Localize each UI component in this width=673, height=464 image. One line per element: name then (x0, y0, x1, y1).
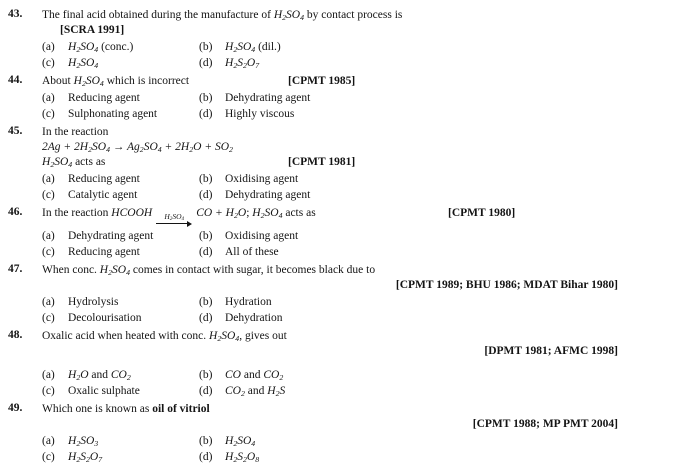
option-label: (d) (199, 246, 213, 259)
option-label: (a) (42, 230, 55, 243)
question-line (42, 402, 620, 417)
question-text: Oxalic acid when heated with conc. (42, 330, 210, 343)
option-label: (a) (42, 173, 55, 185)
question-number: 45. (8, 125, 23, 137)
options-grid (42, 172, 620, 203)
question-text: Sulphonating agent (68, 108, 158, 120)
question-text: Hydrolysis (68, 296, 119, 309)
question-text: acts as (72, 156, 106, 168)
chem-formula: $H_2SO_4$ (225, 41, 256, 55)
options-grid (42, 434, 620, 464)
question-body (42, 206, 620, 260)
chem-formula: $H_2SO_4$ (68, 57, 99, 71)
question-text: Dehydrating agent (225, 189, 311, 201)
question-text: Dehydrating agent (225, 92, 311, 104)
options-grid (42, 40, 620, 71)
question-line (42, 206, 620, 227)
option-b (199, 91, 310, 106)
options-grid (42, 295, 620, 326)
question-line (42, 8, 620, 23)
option-d (199, 107, 310, 122)
question-body (42, 74, 620, 122)
option-label: (c) (42, 57, 55, 69)
option-label: (c) (42, 246, 55, 259)
chem-formula: $H_2SO_4$ (209, 330, 240, 344)
question-text: Dehydrating agent (68, 230, 154, 243)
option-d (199, 311, 282, 326)
option-label: (c) (42, 385, 55, 398)
option-a (42, 434, 199, 449)
option-label: (a) (42, 369, 55, 382)
chem-formula: HCOOH (111, 207, 153, 219)
option-a (42, 40, 199, 55)
option-label: (a) (42, 92, 55, 104)
option-b (199, 40, 281, 55)
question-text: Oxidising agent (225, 230, 299, 243)
chem-formula: $H_2SO_4$ (273, 9, 305, 23)
question-text: and (244, 385, 268, 398)
question-45 (8, 125, 663, 203)
arrow-label-formula: $H_2SO_4$ (164, 212, 185, 223)
right-arrow-icon (156, 221, 192, 227)
chem-formula: $H_2SO_4$ (73, 75, 104, 89)
question-line (42, 278, 620, 293)
option-a (42, 295, 199, 310)
chem-formula: $H_2SO_4$ (68, 41, 99, 55)
question-line (42, 344, 620, 359)
exam-reference: [SCRA 1991] (60, 24, 125, 36)
option-label: (a) (42, 41, 55, 53)
option-label: (a) (42, 296, 55, 309)
option-label: (c) (42, 451, 55, 464)
chem-formula: $H_2SO_4$ (225, 435, 256, 449)
question-text: ; (246, 207, 253, 219)
question-body (42, 125, 620, 203)
exam-reference: [CPMT 1980] (448, 207, 516, 219)
option-b (199, 434, 259, 449)
question-49 (8, 402, 663, 464)
exam-reference: [CPMT 1981] (288, 156, 356, 168)
option-c (42, 450, 199, 464)
question-text: Reducing agent (68, 173, 140, 185)
option-c (42, 107, 199, 122)
option-label: (d) (199, 451, 213, 464)
option-label: (a) (42, 435, 55, 448)
option-c (42, 245, 199, 260)
question-48 (8, 329, 663, 399)
option-d (199, 188, 310, 203)
chem-formula: $H_2S_2O_7$ (225, 57, 260, 71)
question-number: 48. (8, 329, 23, 342)
question-47 (8, 263, 663, 326)
options-grid (42, 229, 620, 260)
chem-formula: $CO_2$ (225, 385, 245, 399)
option-label: (d) (199, 312, 213, 325)
chem-formula: $H_2SO_4$ (252, 207, 283, 221)
option-c (42, 311, 199, 326)
question-text: The final acid obtained during the manufacture of (42, 9, 274, 21)
question-43 (8, 8, 663, 71)
question-text: Highly viscous (225, 108, 295, 120)
option-c (42, 56, 199, 71)
exam-reference: [CPMT 1985] (288, 75, 356, 87)
question-number: 44. (8, 74, 23, 86)
question-line (42, 140, 620, 155)
option-a (42, 172, 199, 187)
option-label: (b) (199, 369, 213, 382)
chem-formula: CO (225, 369, 241, 382)
exam-reference: [CPMT 1988; MP PMT 2004] (472, 418, 618, 431)
question-text: When conc. (42, 264, 100, 277)
question-text: Hydration (225, 296, 272, 309)
option-a (42, 229, 199, 244)
question-line (42, 125, 620, 140)
chem-formula: $CO_2$ (263, 369, 284, 383)
option-label: (c) (42, 108, 55, 120)
question-number: 47. (8, 263, 23, 276)
option-b (199, 172, 310, 187)
question-body (42, 402, 620, 464)
option-b (199, 295, 282, 310)
chem-formula: $H_2S_2O_7$ (68, 451, 103, 464)
chem-formula: $2Ag + 2H_2SO_4 \to Ag_2SO_4 + 2H_2O + SO_2$ (42, 141, 233, 155)
option-d (199, 56, 281, 71)
option-label: (b) (199, 92, 213, 104)
options-grid (42, 368, 620, 399)
option-label: (c) (42, 312, 55, 325)
question-number: 46. (8, 206, 23, 218)
option-a (42, 91, 199, 106)
question-text: Reducing agent (68, 246, 140, 259)
chem-formula: $H_2SO_3$ (68, 435, 99, 449)
reaction-arrow (156, 213, 192, 227)
question-body (42, 8, 620, 71)
question-text: Oxalic sulphate (68, 385, 140, 398)
option-label: (d) (199, 57, 213, 69)
question-text: Catalytic agent (68, 189, 138, 201)
question-text: All of these (225, 246, 279, 259)
chem-formula: $CO_2$ (110, 369, 131, 383)
question-body (42, 263, 620, 326)
question-text: In the reaction (42, 207, 112, 219)
question-text: Decolourisation (68, 312, 142, 325)
question-text: Dehydration (225, 312, 283, 325)
question-text: comes in contact with sugar, it becomes black due to (129, 264, 376, 277)
option-label: (b) (199, 41, 213, 53)
question-text: About (42, 75, 74, 87)
question-text: Reducing agent (68, 92, 140, 104)
option-label: (d) (199, 108, 213, 120)
option-d (199, 245, 298, 260)
option-label: (b) (199, 435, 213, 448)
exam-reference: [CPMT 1989; BHU 1986; MDAT Bihar 1980] (395, 279, 618, 292)
question-44 (8, 74, 663, 122)
option-label: (c) (42, 189, 55, 201)
question-body (42, 329, 620, 399)
option-label: (b) (199, 296, 213, 309)
chem-formula: CO + $H_2O$ (196, 207, 247, 221)
question-text: , gives out (239, 330, 287, 343)
bold-term: oil of vitriol (152, 403, 210, 416)
question-line (42, 417, 620, 432)
question-line (42, 263, 620, 278)
question-number: 49. (8, 402, 23, 415)
option-a (42, 368, 199, 383)
chem-formula: $H_2SO_4$ (99, 264, 130, 278)
question-line (42, 74, 620, 89)
chem-formula: $H_2S_2O_8$ (225, 451, 260, 464)
question-text: and (240, 369, 264, 382)
question-text: In the reaction (42, 126, 109, 138)
option-label: (d) (199, 385, 213, 398)
question-line (42, 329, 620, 344)
chem-formula: $H_2S$ (267, 385, 286, 399)
question-text: by contact process is (304, 9, 403, 21)
question-text: which is incorrect (103, 75, 190, 87)
chem-formula: $H_2SO_4$ (42, 156, 73, 170)
question-line (42, 23, 620, 38)
option-label: (d) (199, 189, 213, 201)
option-d (199, 384, 285, 399)
option-label: (b) (199, 230, 213, 243)
questions-list (8, 8, 663, 464)
question-text: Oxidising agent (225, 173, 299, 185)
question-text: acts as (282, 207, 316, 219)
chem-formula: $H_2O$ (68, 369, 89, 383)
question-number: 43. (8, 8, 23, 20)
question-46 (8, 206, 663, 260)
question-text: and (88, 369, 111, 382)
exam-reference: [DPMT 1981; AFMC 1998] (484, 345, 618, 358)
question-line (42, 155, 620, 170)
option-b (199, 368, 285, 383)
question-text: (dil.) (255, 41, 281, 53)
option-b (199, 229, 298, 244)
options-grid (42, 91, 620, 122)
question-text: Which one is known as (42, 403, 153, 416)
option-label: (b) (199, 173, 213, 185)
option-d (199, 450, 259, 464)
option-c (42, 384, 199, 399)
option-c (42, 188, 199, 203)
question-text: (conc.) (98, 41, 134, 53)
